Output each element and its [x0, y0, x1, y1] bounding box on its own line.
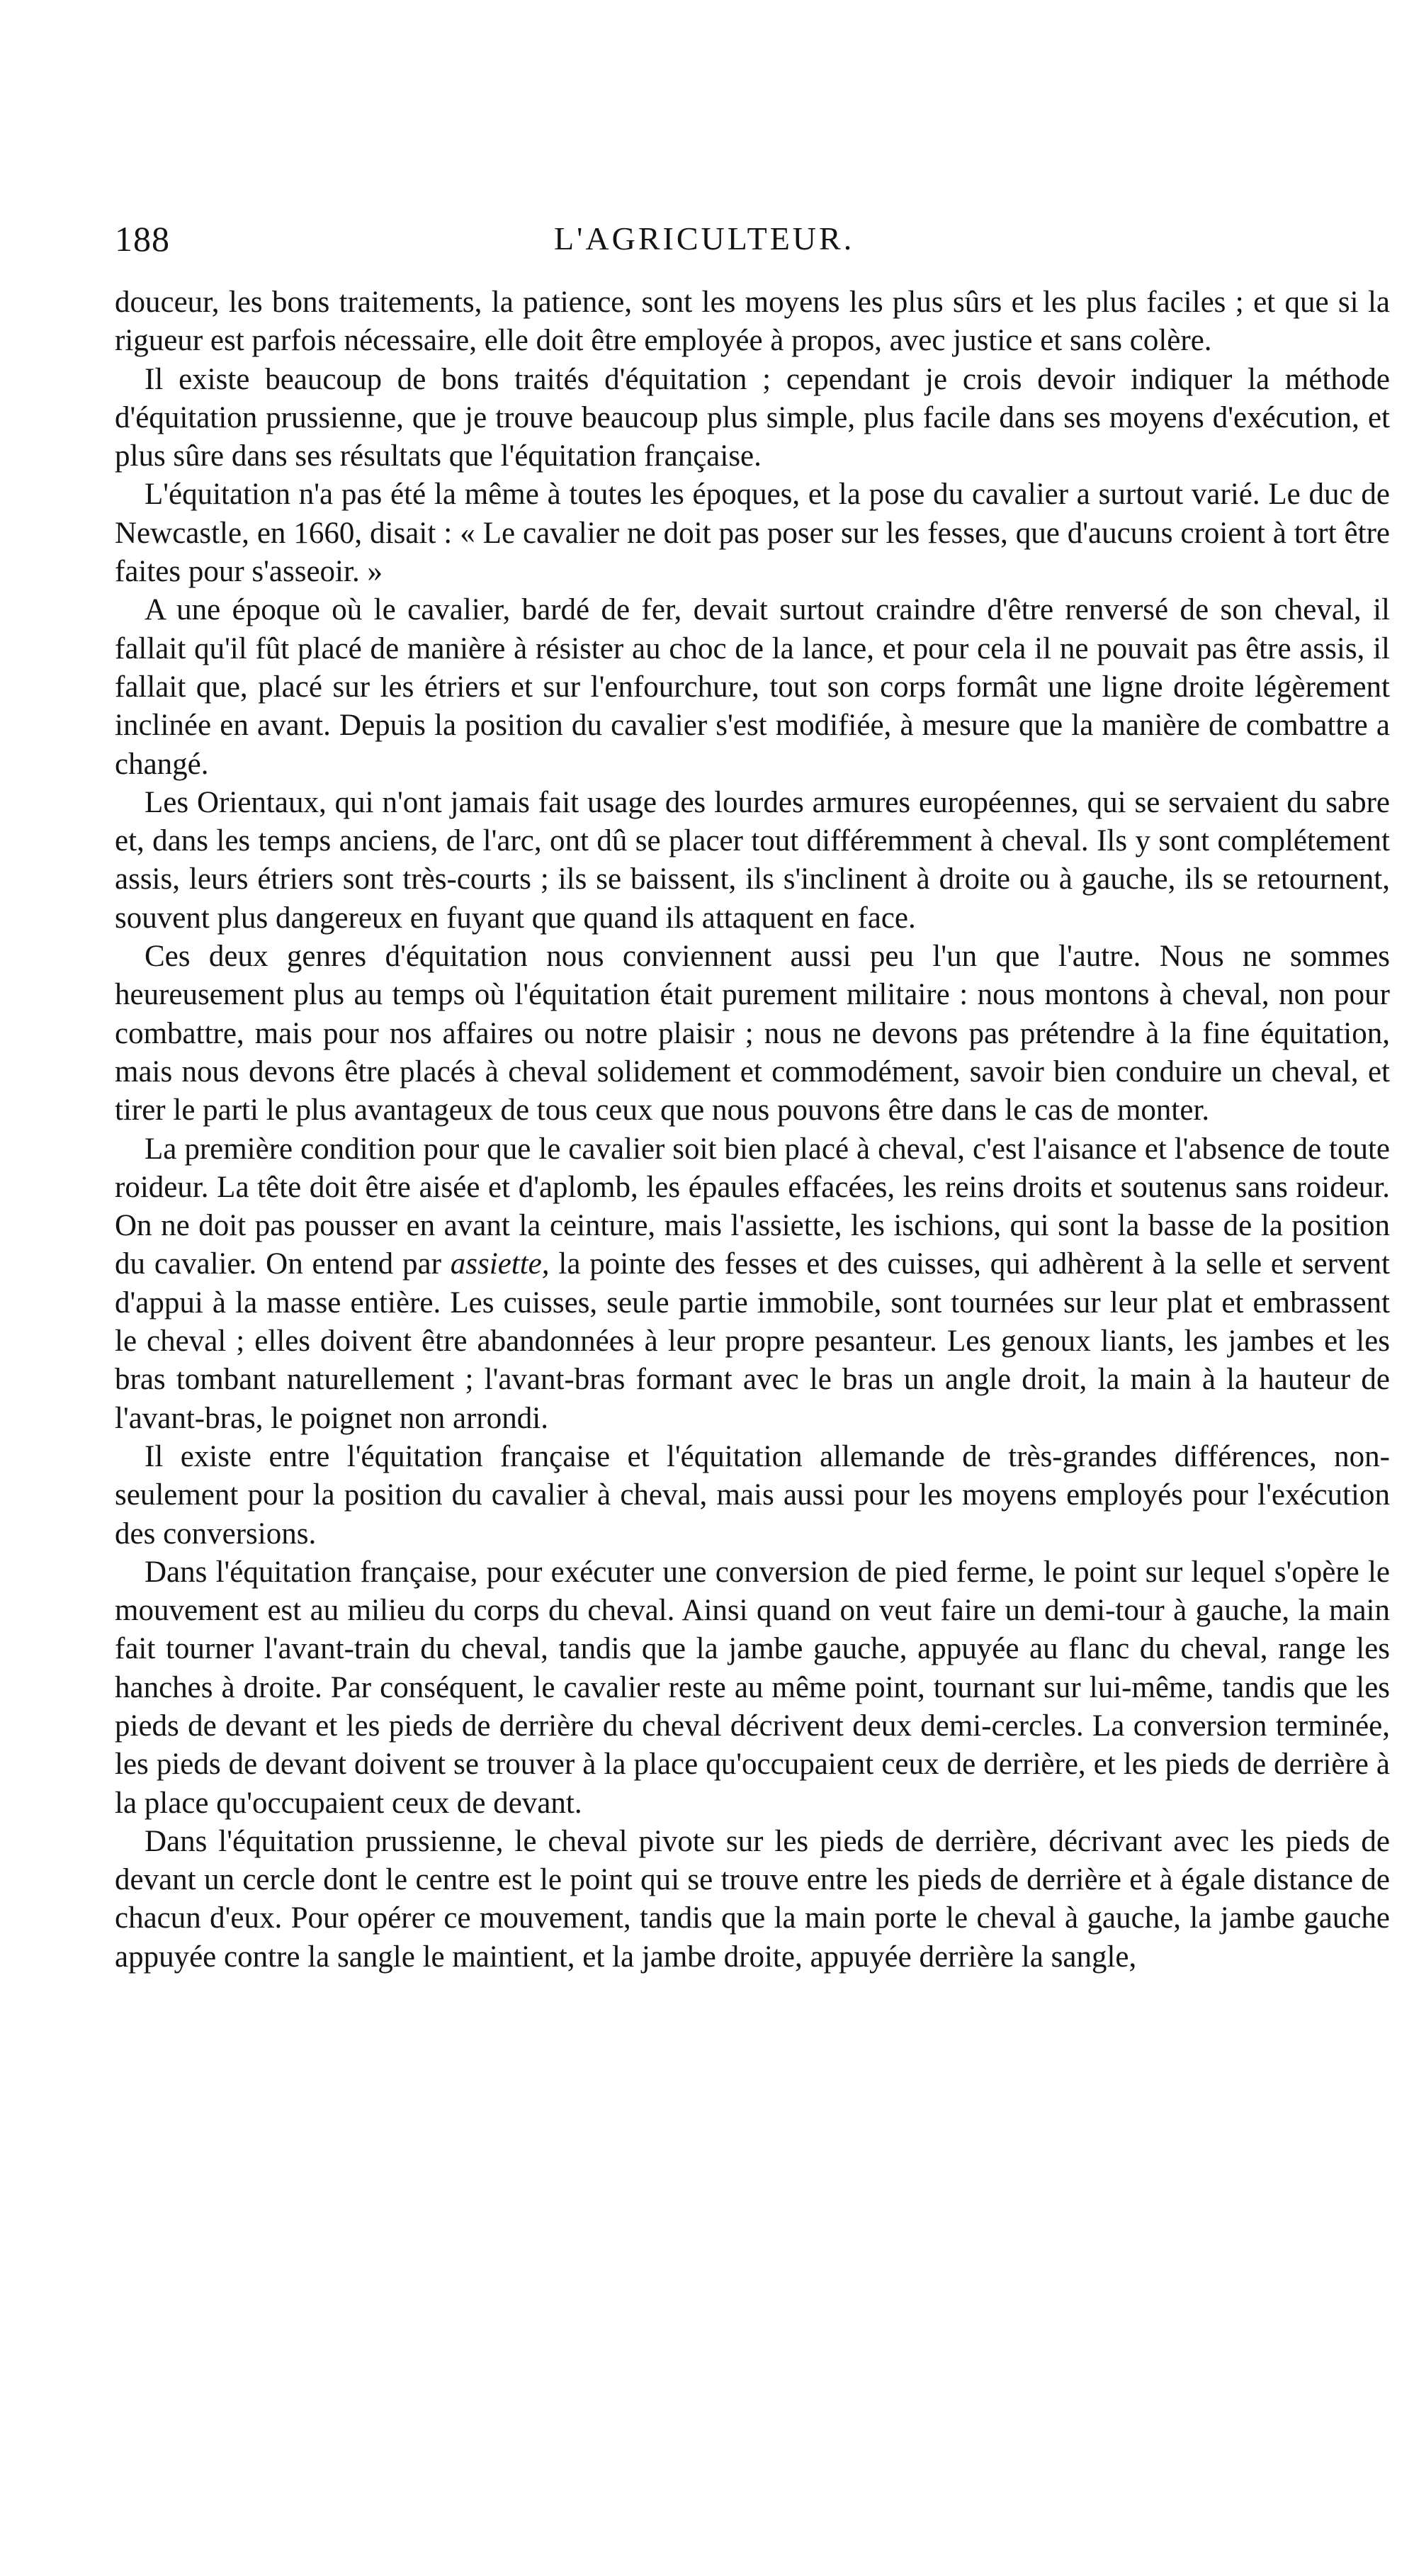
paragraph-newcastle: L'équitation n'a pas été la même à toutes les époques, et la pose du cavalier a surtout varié. Le duc de Newcastle, en 1660, disait : « Le cavalier ne doit pas poser sur les fesses, que d'aucuns croient à tort être faites pour s'asseoir. »: [115, 478, 1390, 589]
paragraph-first-condition: [115, 1130, 1390, 1438]
paragraph-continued: douceur, les bons traitements, la patience, sont les moyens les plus sûrs et les plus faciles ; et que si la rigueur est parfois nécessaire, elle doit être employée à propos, avec justice et sans colère.: [115, 286, 1390, 358]
assiette-emphasis: assiette,: [450, 1247, 550, 1281]
body-text: [115, 283, 1390, 1976]
paragraph-two-styles: Ces deux genres d'équitation nous conviennent aussi peu l'un que l'autre. Nous ne sommes heureusement plus au temps où l'équitation était purement militaire : nous montons à cheval, non pour combattre, mais pour nos affaires ou notre plaisir ; nous ne devons pas prétendre à la fine équitation, mais nous devons être placés à cheval solidement et commodément, savoir bien conduire un cheval, et tirer le parti le plus avantageux de tous ceux que nous pouvons être dans le cas de monter.: [115, 940, 1390, 1127]
first-condition-text-after: la pointe des fesses et des cuisses, qui adhèrent à la selle et servent d'appui à la masse entière. Les cuisses, seule partie immobile, sont tournées sur leur plat et embrassent le cheval ; elles doivent être abandonnées à leur propre pesanteur. Les genoux liants, les jambes et les bras tombant naturellement ; l'avant-bras formant avec le bras un angle droit, la main à la hauteur de l'avant-bras, le poignet non arrondi.: [115, 1247, 1390, 1435]
first-condition-text-before: La première condition pour que le cavalier soit bien placé à cheval, c'est l'aisance et l'absence de toute roideur. La tête doit être aisée et d'aplomb, les épaules effacées, les reins droits et soutenus sans roideur. On ne doit pas pousser en avant la ceinture, mais l'assiette, les ischions, qui sont la basse de la position du cavalier. On entend par: [115, 1132, 1390, 1281]
paragraph-orientals: Les Orientaux, qui n'ont jamais fait usage des lourdes armures européennes, qui se servaient du sabre et, dans les temps anciens, de l'arc, ont dû se placer tout différemment à cheval. Ils y sont complétement assis, leurs étriers sont très-courts ; ils se baissent, ils s'inclinent à droite ou à gauche, ils se retournent, souvent plus dangereux en fuyant que quand ils attaquent en face.: [115, 785, 1390, 935]
paragraph-prussian-conversion: Dans l'équitation prussienne, le cheval pivote sur les pieds de derrière, décrivant avec les pieds de devant un cercle dont le centre est le point qui se trouve entre les pieds de derrière et à égale distance de chacun d'eux. Pour opérer ce mouvement, tandis que la main porte le cheval à gauche, la jambe gauche appuyée contre la sangle le maintient, et la jambe droite, appuyée derrière la sangle,: [115, 1824, 1390, 1974]
running-head: [115, 214, 1390, 264]
paragraph-french-german-differences: Il existe entre l'équitation française et l'équitation allemande de très-grandes différences, non-seulement pour la position du cavalier à cheval, mais aussi pour les moyens employés pour l'exécution des conversions.: [115, 1439, 1390, 1551]
paragraph-french-conversion: Dans l'équitation française, pour exécuter une conversion de pied ferme, le point sur lequel s'opère le mouvement est au milieu du corps du cheval. Ainsi quand on veut faire un demi-tour à gauche, la main fait tourner l'avant-train du cheval, tandis que la jambe gauche, appuyée au flanc du cheval, range les hanches à droite. Par conséquent, le cavalier reste au même point, tournant sur lui-même, tandis que les pieds de devant et les pieds de derrière du cheval décrivent deux demi-cercles. La conversion terminée, les pieds de devant doivent se trouver à la place qu'occupaient ceux de derrière, et les pieds de derrière à la place qu'occupaient ceux de devant.: [115, 1555, 1390, 1820]
paragraph-prussian-method: Il existe beaucoup de bons traités d'équitation ; cependant je crois devoir indiquer la méthode d'équitation prussienne, que je trouve beaucoup plus simple, plus facile dans ses moyens d'exécution, et plus sûre dans ses résultats que l'équitation française.: [115, 362, 1390, 473]
page-number: 188: [115, 219, 170, 259]
running-title: L'AGRICULTEUR.: [554, 220, 855, 257]
paragraph-armored-cavalier: A une époque où le cavalier, bardé de fer, devait surtout craindre d'être renversé de son cheval, il fallait qu'il fût placé de manière à résister au choc de la lance, et pour cela il ne pouvait pas être assis, il fallait que, placé sur les étriers et sur l'enfourchure, tout son corps formât une ligne droite légèrement inclinée en avant. Depuis la position du cavalier s'est modifiée, à mesure que la manière de combattre a changé.: [115, 593, 1390, 781]
